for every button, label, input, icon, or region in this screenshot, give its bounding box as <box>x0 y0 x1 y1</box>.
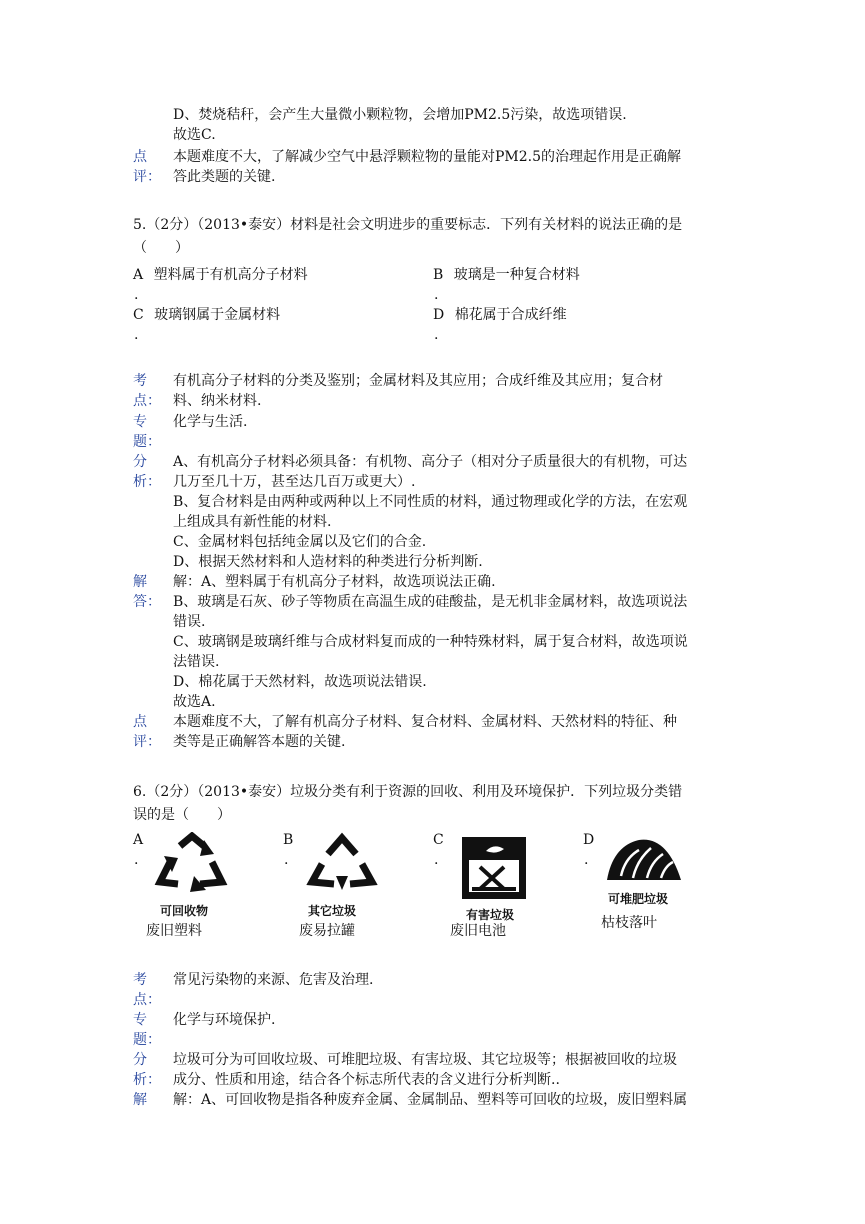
q6-option-a-caption: 废旧塑料 <box>146 923 202 939</box>
q5-option-c-text: 玻璃钢属于金属材料 <box>154 307 281 323</box>
q6-option-c-sign: 有害垃圾 <box>466 908 515 922</box>
q6-kaodian-label-1: 考 <box>133 972 147 988</box>
q5-stem-line-1: 5.（2分）（2013•泰安）材料是社会文明进步的重要标志．下列有关材料的说法正确的是 <box>133 217 683 233</box>
prev-answer-line-2: 故选C. <box>173 127 216 143</box>
q5-fenxi-line-3: B、复合材料是由两种或两种以上不同性质的材料，通过物理或化学的方法，在宏观 <box>173 494 688 510</box>
prev-answer-line-1: D、焚烧秸秆，会产生大量微小颗粒物，会增加PM2.5污染，故选项错误. <box>173 107 627 123</box>
other-waste-icon <box>306 832 378 898</box>
q5-jieda-line-2: B、玻璃是石灰、砂子等物质在高温生成的硅酸盐，是无机非金属材料，故选项说法 <box>173 594 688 610</box>
q6-zhuanti-label-2: 题： <box>133 1032 161 1048</box>
prev-comment-label-2: 评： <box>133 169 161 185</box>
compost-icon <box>603 832 685 884</box>
q6-option-c-letter: C <box>433 832 444 848</box>
q6-fenxi-line-1: 垃圾可分为可回收垃圾、可堆肥垃圾、有害垃圾、其它垃圾等；根据被回收的垃圾 <box>173 1052 677 1068</box>
q5-jieda-line-5: 法错误. <box>173 654 220 670</box>
q6-jieda-line-1: 解：A、可回收物是指各种废弃金属、金属制品、塑料等可回收的垃圾，废旧塑料属 <box>173 1092 688 1108</box>
q5-stem-line-2: （ ） <box>133 240 189 256</box>
q6-jieda-label-1: 解 <box>133 1092 147 1108</box>
q5-fenxi-line-1: A、有机高分子材料必须具备：有机物、高分子（相对分子质量很大的有机物，可达 <box>173 454 688 470</box>
recycle-icon <box>150 832 234 898</box>
q5-jieda-label-2: 答： <box>133 594 161 610</box>
q5-fenxi-label-1: 分 <box>133 454 147 470</box>
q6-option-c-caption: 废旧电池 <box>450 923 506 939</box>
prev-comment-line-1: 本题难度不大，了解减少空气中悬浮颗粒物的量能对PM2.5的治理起作用是正确解 <box>173 149 682 165</box>
q6-option-b-sign: 其它垃圾 <box>308 904 357 918</box>
q6-fenxi-label-2: 析： <box>133 1072 161 1088</box>
q6-option-b-caption: 废易拉罐 <box>299 923 355 939</box>
q6-option-b-letter: B <box>283 832 294 848</box>
q6-stem-line-1: 6.（2分）（2013•泰安）垃圾分类有利于资源的回收、利用及环境保护．下列垃圾分类错 <box>133 784 683 800</box>
q5-option-c-letter: C <box>133 307 144 323</box>
q5-option-d-text: 棉花属于合成纤维 <box>454 307 567 323</box>
q6-fenxi-label-1: 分 <box>133 1052 147 1068</box>
q5-option-d-letter: D <box>433 307 445 323</box>
q6-kaodian-label-2: 点： <box>133 992 161 1008</box>
prev-comment-label-1: 点 <box>133 149 147 165</box>
q5-kaodian-label-2: 点： <box>133 393 161 409</box>
q5-dianping-line-2: 类等是正确解答本题的关键. <box>173 734 346 750</box>
q5-option-a <box>133 265 308 285</box>
q6-stem-line-2: 误的是（ ） <box>133 807 231 823</box>
q5-jieda-line-4: C、玻璃钢是玻璃纤维与合成材料复而成的一种特殊材料，属于复合材料，故选项说 <box>173 634 688 650</box>
q6-zhuanti-line-1: 化学与环境保护. <box>173 1012 276 1028</box>
q5-fenxi-line-4: 上组成具有新性能的材料. <box>173 514 332 530</box>
hazardous-waste-icon <box>460 835 528 901</box>
q6-option-d-caption: 枯枝落叶 <box>601 915 657 931</box>
q5-option-b-text: 玻璃是一种复合材料 <box>453 267 580 283</box>
q5-zhuanti-label-2: 题： <box>133 434 161 450</box>
q5-option-b-letter: B <box>433 267 444 283</box>
q5-fenxi-line-6: D、根据天然材料和人造材料的种类进行分析判断. <box>173 554 483 570</box>
q5-jieda-line-1: 解：A、塑料属于有机高分子材料，故选项说法正确. <box>173 574 496 590</box>
q5-jieda-line-3: 错误. <box>173 614 206 630</box>
q5-option-a-letter: A <box>133 267 144 283</box>
q5-dianping-line-1: 本题难度不大，了解有机高分子材料、复合材料、金属材料、天然材料的特征、种 <box>173 714 677 730</box>
q5-dianping-label-2: 评： <box>133 734 161 750</box>
q5-fenxi-label-2: 析： <box>133 474 161 490</box>
q5-option-a-text: 塑料属于有机高分子材料 <box>153 267 308 283</box>
document-page: D、焚烧秸秆，会产生大量微小颗粒物，会增加PM2.5污染，故选项错误. 故选C. 点 评： 本题难度不大，了解减少空气中悬浮颗粒物的量能对PM2.5的治理起作用是正确解 答此类题的关键. 5.（2分）（2013•泰安）材料是社会文明进步的重要标志．下列有关材料的说法正确的是 （ ） A 塑料属于有机高分子材料 . B 玻璃是一种复合材料 . C 玻璃钢属于金属材料 . D 棉花属于合成纤维 . 考 点： 有机高分子材料的分类及鉴别；金属材料及其应用；合成纤维及其应用；复合材 料、纳米材料. 专 题： 化学与生活. 分 析： A、有机高分子材料必须具备：有机物、高分子（相对分子质量很大的有机物，可达 几万至几十万，甚至达几百万或更大）. B、复合材料是由两种或两种以上不同性质的材料，通过物理或化学的方法，在宏观 上组成具有新性能的材料. C、金属材料包括纯金属以及它们的合金. D、根据天然材料和人造材料的种类进行分析判断. 解 答： 解：A、塑料属于有机高分子材料，故选项说法正确. B、玻璃是石灰、砂子等物质在高温生成的硅酸盐，是无机非金属材料，故选项说法 错误. C、玻璃钢是玻璃纤维与合成材料复而成的一种特殊材料，属于复合材料，故选项说 法错误. D、棉花属于天然材料，故选项说法错误. 故选A. 点 评： 本题难度不大，了解有机高分子材料、复合材料、金属材料、天然材料的特征、种 类等是正确解答本题的关键. 6.（2分）（2013•泰安）垃圾分类有利于资源的回收、利用及环境保护．下列垃圾分类错 误的是（ ） A . 可回收物 废旧塑料 B . 其它垃圾 废易拉罐 C . 有害垃圾 废旧电池 D . 可堆肥垃圾 枯枝落叶 考 点： 常见污染物的来源、危害及治理. 专 题： 化学与环境保护. 分 析： 垃圾可分为可回收垃圾、可堆肥垃圾、有害垃圾、其它垃圾等；根据被回收的垃圾 成分、性质和用途，结合各个标志所代表的含义进行分析判断.. 解 解：A、可回收物是指各种废弃金属、金属制品、塑料等可回收的垃圾，废旧塑料属 <box>133 107 688 1108</box>
q5-dianping-label-1: 点 <box>133 714 147 730</box>
q6-fenxi-line-2: 成分、性质和用途，结合各个标志所代表的含义进行分析判断.. <box>173 1072 560 1088</box>
q5-fenxi-line-2: 几万至几十万，甚至达几百万或更大）. <box>173 474 416 490</box>
q6-option-d-letter: D <box>583 832 595 848</box>
q6-option-d-sign: 可堆肥垃圾 <box>608 892 669 906</box>
q5-jieda-label-1: 解 <box>133 574 147 590</box>
q5-option-b <box>433 265 580 285</box>
q5-jieda-line-7: 故选A. <box>173 694 216 710</box>
q5-option-c <box>133 305 280 325</box>
q5-kaodian-line-2: 料、纳米材料. <box>173 393 262 409</box>
q5-zhuanti-line-1: 化学与生活. <box>173 414 248 430</box>
q6-option-a-sign: 可回收物 <box>160 904 209 918</box>
q5-kaodian-label-1: 考 <box>133 373 147 389</box>
q5-option-d <box>433 305 567 325</box>
q6-zhuanti-label-1: 专 <box>133 1012 147 1028</box>
q6-kaodian-line-1: 常见污染物的来源、危害及治理. <box>173 972 374 988</box>
q5-kaodian-line-1: 有机高分子材料的分类及鉴别；金属材料及其应用；合成纤维及其应用；复合材 <box>173 373 663 389</box>
q6-option-a-letter: A <box>133 832 144 848</box>
q5-zhuanti-label-1: 专 <box>133 414 147 430</box>
q5-fenxi-line-5: C、金属材料包括纯金属以及它们的合金. <box>173 534 427 550</box>
q5-jieda-line-6: D、棉花属于天然材料，故选项说法错误. <box>173 674 427 690</box>
prev-comment-line-2: 答此类题的关键. <box>173 169 276 185</box>
